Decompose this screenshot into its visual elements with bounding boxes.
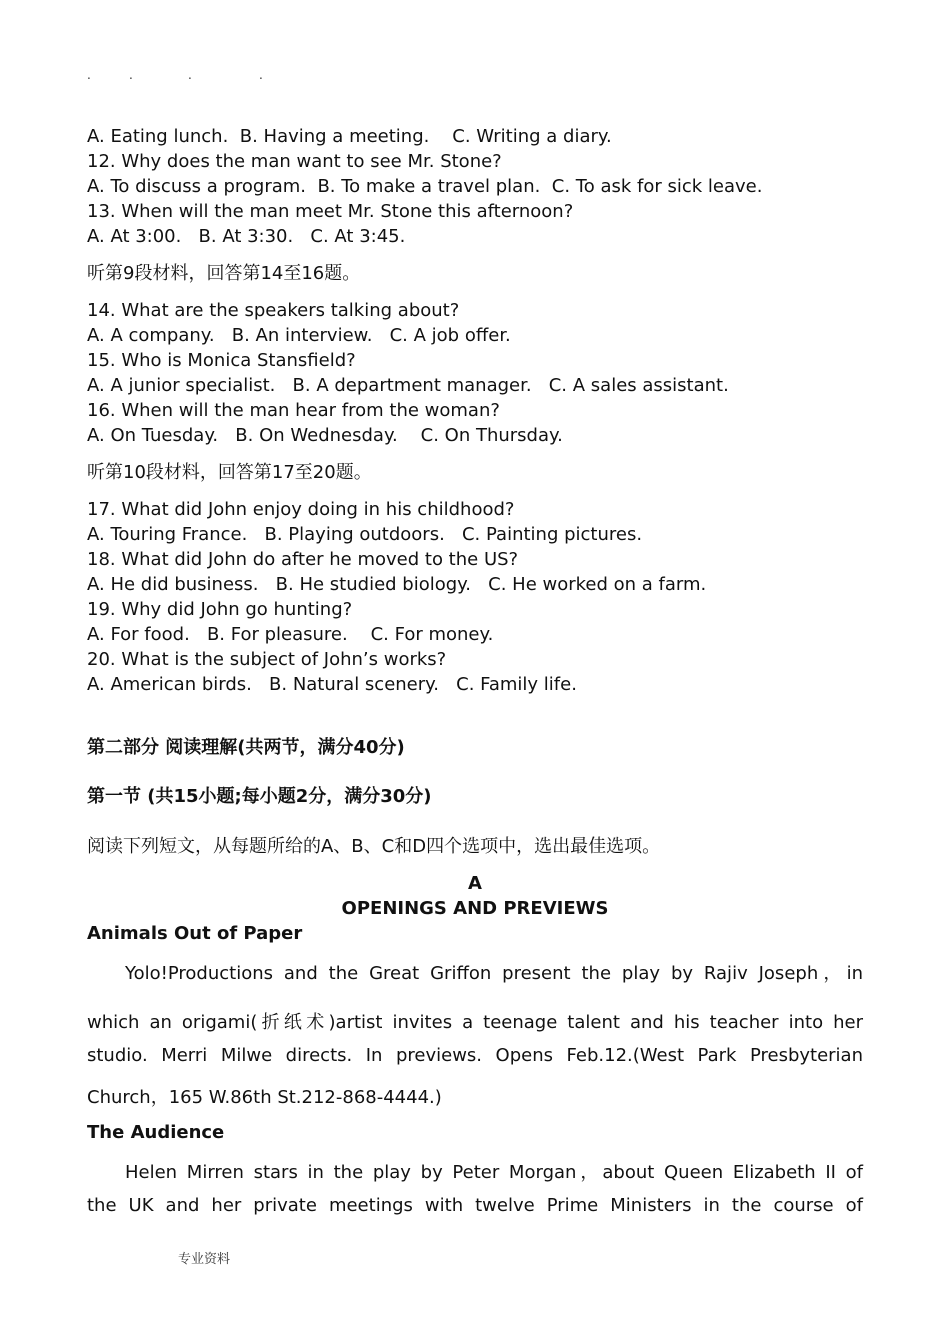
header-dot: . <box>259 68 263 82</box>
header-dot: . <box>188 68 192 82</box>
question-line: A. On Tuesday. B. On Wednesday. C. On Thursday. <box>87 425 563 446</box>
section-instruction-10: 听第10段材料，回答第17至20题。 <box>87 462 372 483</box>
question-line: A. American birds. B. Natural scenery. C. Family life. <box>87 674 577 695</box>
item-paragraph-line: the UK and her private meetings with twelve Prime Ministers in the course of <box>87 1195 863 1216</box>
section-title: 第一节 (共15小题;每小题2分，满分30分) <box>87 786 432 807</box>
question-line: 12. Why does the man want to see Mr. Stone? <box>87 151 502 172</box>
item-paragraph-line: Yolo!Productions and the Great Griffon present the play by Rajiv Joseph，in <box>125 963 863 984</box>
item-title: Animals Out of Paper <box>87 923 303 944</box>
question-line: 17. What did John enjoy doing in his childhood? <box>87 499 515 520</box>
question-line: A. He did business. B. He studied biology. C. He worked on a farm. <box>87 574 707 595</box>
question-line: 15. Who is Monica Stansfield? <box>87 350 356 371</box>
question-line: A. A junior specialist. B. A department manager. C. A sales assistant. <box>87 375 729 396</box>
question-line: A. Eating lunch. B. Having a meeting. C. Writing a diary. <box>87 126 612 147</box>
question-line: A. At 3:00. B. At 3:30. C. At 3:45. <box>87 226 406 247</box>
item-paragraph-line: which an origami(折纸术)artist invites a teenage talent and his teacher into her <box>87 1012 863 1033</box>
question-line: 19. Why did John go hunting? <box>87 599 353 620</box>
question-line: 16. When will the man hear from the woman? <box>87 400 500 421</box>
header-dot: . <box>87 68 91 82</box>
page-footer: 专业资料 <box>178 1252 231 1267</box>
question-line: A. Touring France. B. Playing outdoors. C. Painting pictures. <box>87 524 643 545</box>
passage-letter: A <box>468 873 482 894</box>
item-paragraph-line: studio. Merri Milwe directs. In previews. Opens Feb.12.(West Park Presbyterian <box>87 1045 863 1066</box>
question-line: A. To discuss a program. B. To make a travel plan. C. To ask for sick leave. <box>87 176 763 197</box>
question-line: A. A company. B. An interview. C. A job offer. <box>87 325 511 346</box>
question-line: 18. What did John do after he moved to the US? <box>87 549 519 570</box>
section-instruction-9: 听第9段材料，回答第14至16题。 <box>87 263 361 284</box>
item-paragraph-line: Church，165 W.86th St.212-868-4444.) <box>87 1087 442 1108</box>
item-title: The Audience <box>87 1122 225 1143</box>
reading-instruction: 阅读下列短文，从每题所给的A、B、C和D四个选项中，选出最佳选项。 <box>87 836 661 857</box>
part-title: 第二部分 阅读理解(共两节，满分40分) <box>87 737 405 758</box>
passage-title: OPENINGS AND PREVIEWS <box>341 898 609 919</box>
header-dot: . <box>129 68 133 82</box>
question-line: 20. What is the subject of John’s works? <box>87 649 447 670</box>
item-paragraph-line: Helen Mirren stars in the play by Peter Morgan，about Queen Elizabeth II of <box>125 1162 863 1183</box>
question-line: 14. What are the speakers talking about? <box>87 300 460 321</box>
question-line: A. For food. B. For pleasure. C. For money. <box>87 624 494 645</box>
question-line: 13. When will the man meet Mr. Stone this afternoon? <box>87 201 574 222</box>
